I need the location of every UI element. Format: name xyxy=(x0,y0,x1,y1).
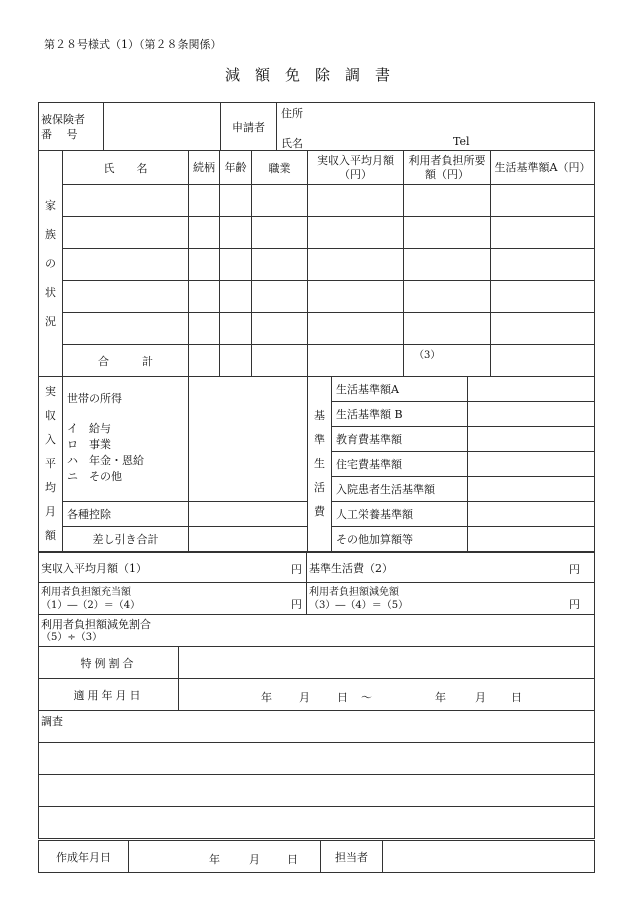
income-table xyxy=(38,376,595,552)
reduction-amount-label: 利用者負担額減免額 xyxy=(309,586,399,598)
total-marker: （3） xyxy=(414,350,441,361)
member-occupation-cell[interactable] xyxy=(252,281,308,313)
yen-unit: 円 xyxy=(291,598,302,611)
yen-unit: 円 xyxy=(569,598,580,611)
applicant-table xyxy=(38,102,595,151)
avg-income-label: 実収入平均月額（1） xyxy=(41,561,147,575)
year-label: 年 xyxy=(261,691,272,704)
burden-amount-label: 利用者負担額充当額 xyxy=(41,586,131,598)
living-item-label: 住宅費基準額 xyxy=(332,452,468,477)
member-age-cell[interactable] xyxy=(220,313,252,345)
living-item-field[interactable] xyxy=(468,477,595,502)
living-item-field[interactable] xyxy=(468,402,595,427)
base-living-label: 基準生活費（2） xyxy=(309,561,393,575)
member-burden-cell[interactable] xyxy=(404,249,491,281)
living-item-label: 生活基準額A xyxy=(332,377,468,402)
header-name: 氏 名 xyxy=(63,151,189,185)
income-side-label: 実 収 入 平 均 月 額 xyxy=(39,377,63,552)
member-age-cell[interactable] xyxy=(220,217,252,249)
total-age-cell[interactable] xyxy=(220,345,252,377)
member-name-cell[interactable] xyxy=(63,185,189,217)
day-label: 日 xyxy=(337,691,348,704)
header-standard-a: 生活基準額A（円） xyxy=(491,151,595,185)
total-income-cell[interactable] xyxy=(308,345,404,377)
total-relation-cell[interactable] xyxy=(189,345,220,377)
month-label: 月 xyxy=(475,691,486,704)
member-standard-cell[interactable] xyxy=(491,217,595,249)
member-age-cell[interactable] xyxy=(220,281,252,313)
table-row xyxy=(39,217,595,249)
tilde-mark: ～ xyxy=(361,691,372,704)
member-burden-cell[interactable] xyxy=(404,281,491,313)
reduction-amount-cell[interactable] xyxy=(307,583,595,615)
member-relation-cell[interactable] xyxy=(189,249,220,281)
apply-date-label: 適用年月日 xyxy=(39,679,179,711)
total-label: 合 計 xyxy=(63,345,189,377)
month-label: 月 xyxy=(249,853,260,866)
member-occupation-cell[interactable] xyxy=(252,313,308,345)
living-item-field[interactable] xyxy=(468,502,595,527)
person-in-charge-label: 担当者 xyxy=(321,841,383,873)
table-row xyxy=(39,249,595,281)
header-relation: 続柄 xyxy=(189,151,220,185)
survey-line[interactable] xyxy=(39,807,595,839)
living-item-label: 人工栄養基準額 xyxy=(332,502,468,527)
living-side-label: 基 準 生 活 費 xyxy=(308,377,332,552)
footer-table xyxy=(38,840,595,873)
total-burden-cell[interactable] xyxy=(404,345,491,377)
member-relation-cell[interactable] xyxy=(189,217,220,249)
table-row xyxy=(39,313,595,345)
total-standard-cell[interactable] xyxy=(491,345,595,377)
day-label: 日 xyxy=(511,691,522,704)
survey-cell[interactable] xyxy=(39,711,595,743)
total-occupation-cell[interactable] xyxy=(252,345,308,377)
net-total-label: 差し引き合計 xyxy=(63,527,189,552)
special-ratio-label: 特例割合 xyxy=(39,647,179,679)
member-income-cell[interactable] xyxy=(308,313,404,345)
special-ratio-field[interactable] xyxy=(179,647,595,679)
table-row xyxy=(39,185,595,217)
member-relation-cell[interactable] xyxy=(189,185,220,217)
living-item-label: 教育費基準額 xyxy=(332,427,468,452)
member-name-cell[interactable] xyxy=(63,249,189,281)
member-income-cell[interactable] xyxy=(308,249,404,281)
living-item-field[interactable] xyxy=(468,452,595,477)
form-number: 第２８号様式（1）（第２８条関係） xyxy=(44,38,222,51)
deductions-field[interactable] xyxy=(189,502,308,527)
page-title: 減額免除調書 xyxy=(224,66,405,84)
insured-number-label: 被保険者 番 号 xyxy=(39,103,104,151)
living-item-field[interactable] xyxy=(468,427,595,452)
day-label: 日 xyxy=(287,853,298,866)
ratio-formula: （5）÷（3） xyxy=(41,631,103,643)
member-standard-cell[interactable] xyxy=(491,313,595,345)
member-income-cell[interactable] xyxy=(308,217,404,249)
person-in-charge-field[interactable] xyxy=(383,841,595,873)
avg-income-cell[interactable] xyxy=(39,553,307,583)
member-standard-cell[interactable] xyxy=(491,281,595,313)
total-row xyxy=(39,345,595,377)
member-burden-cell[interactable] xyxy=(404,313,491,345)
living-item-field[interactable] xyxy=(468,527,595,552)
family-table xyxy=(38,150,595,377)
member-age-cell[interactable] xyxy=(220,185,252,217)
member-age-cell[interactable] xyxy=(220,249,252,281)
name-label: 氏名 xyxy=(281,137,303,150)
member-standard-cell[interactable] xyxy=(491,185,595,217)
survey-line[interactable] xyxy=(39,775,595,807)
member-name-cell[interactable] xyxy=(63,217,189,249)
yen-unit: 円 xyxy=(291,563,302,576)
reduction-ratio-label: 利用者負担額減免割合 xyxy=(41,617,151,631)
tel-label: Tel xyxy=(453,135,470,148)
net-total-field[interactable] xyxy=(189,527,308,552)
address-label: 住所 xyxy=(281,107,303,120)
burden-formula: （1）―（2）＝（4） xyxy=(41,599,141,611)
member-burden-cell[interactable] xyxy=(404,217,491,249)
reduction-ratio-cell[interactable] xyxy=(39,615,595,647)
summary-table xyxy=(38,552,595,839)
reduction-formula: （3）―（4）＝（5） xyxy=(309,599,409,611)
header-income: 実収入平均月額（円） xyxy=(308,151,404,185)
member-occupation-cell[interactable] xyxy=(252,217,308,249)
member-income-cell[interactable] xyxy=(308,281,404,313)
member-income-cell[interactable] xyxy=(308,185,404,217)
table-row xyxy=(39,281,595,313)
member-relation-cell[interactable] xyxy=(189,313,220,345)
applicant-label: 申請者 xyxy=(221,103,277,151)
living-item-label: 生活基準額 B xyxy=(332,402,468,427)
household-income-field[interactable] xyxy=(189,377,308,502)
member-standard-cell[interactable] xyxy=(491,249,595,281)
survey-label: 調査 xyxy=(41,715,63,728)
member-occupation-cell[interactable] xyxy=(252,249,308,281)
burden-amount-cell[interactable] xyxy=(39,583,307,615)
living-item-label: 入院患者生活基準額 xyxy=(332,477,468,502)
header-occupation: 職業 xyxy=(252,151,308,185)
member-relation-cell[interactable] xyxy=(189,281,220,313)
member-burden-cell[interactable] xyxy=(404,185,491,217)
month-label: 月 xyxy=(299,691,310,704)
member-name-cell[interactable] xyxy=(63,281,189,313)
household-income-block: 世帯の所得 イ 給与 ロ 事業 ハ 年金・恩給 ニ その他 xyxy=(63,377,189,502)
yen-unit: 円 xyxy=(569,563,580,576)
year-label: 年 xyxy=(435,691,446,704)
survey-line[interactable] xyxy=(39,743,595,775)
applicant-address-field[interactable] xyxy=(277,103,595,151)
apply-date-field[interactable] xyxy=(179,679,595,711)
member-name-cell[interactable] xyxy=(63,313,189,345)
base-living-cell[interactable] xyxy=(307,553,595,583)
header-age: 年齢 xyxy=(220,151,252,185)
created-date-field[interactable] xyxy=(129,841,321,873)
family-side-label: 家 族 の 状 況 xyxy=(39,151,63,377)
insured-number-field[interactable] xyxy=(104,103,221,151)
created-date-label: 作成年月日 xyxy=(39,841,129,873)
member-occupation-cell[interactable] xyxy=(252,185,308,217)
header-burden: 利用者負担所要額（円） xyxy=(404,151,491,185)
living-item-field[interactable] xyxy=(468,377,595,402)
deductions-label: 各種控除 xyxy=(63,502,189,527)
year-label: 年 xyxy=(209,853,220,866)
living-item-label: その他加算額等 xyxy=(332,527,468,552)
